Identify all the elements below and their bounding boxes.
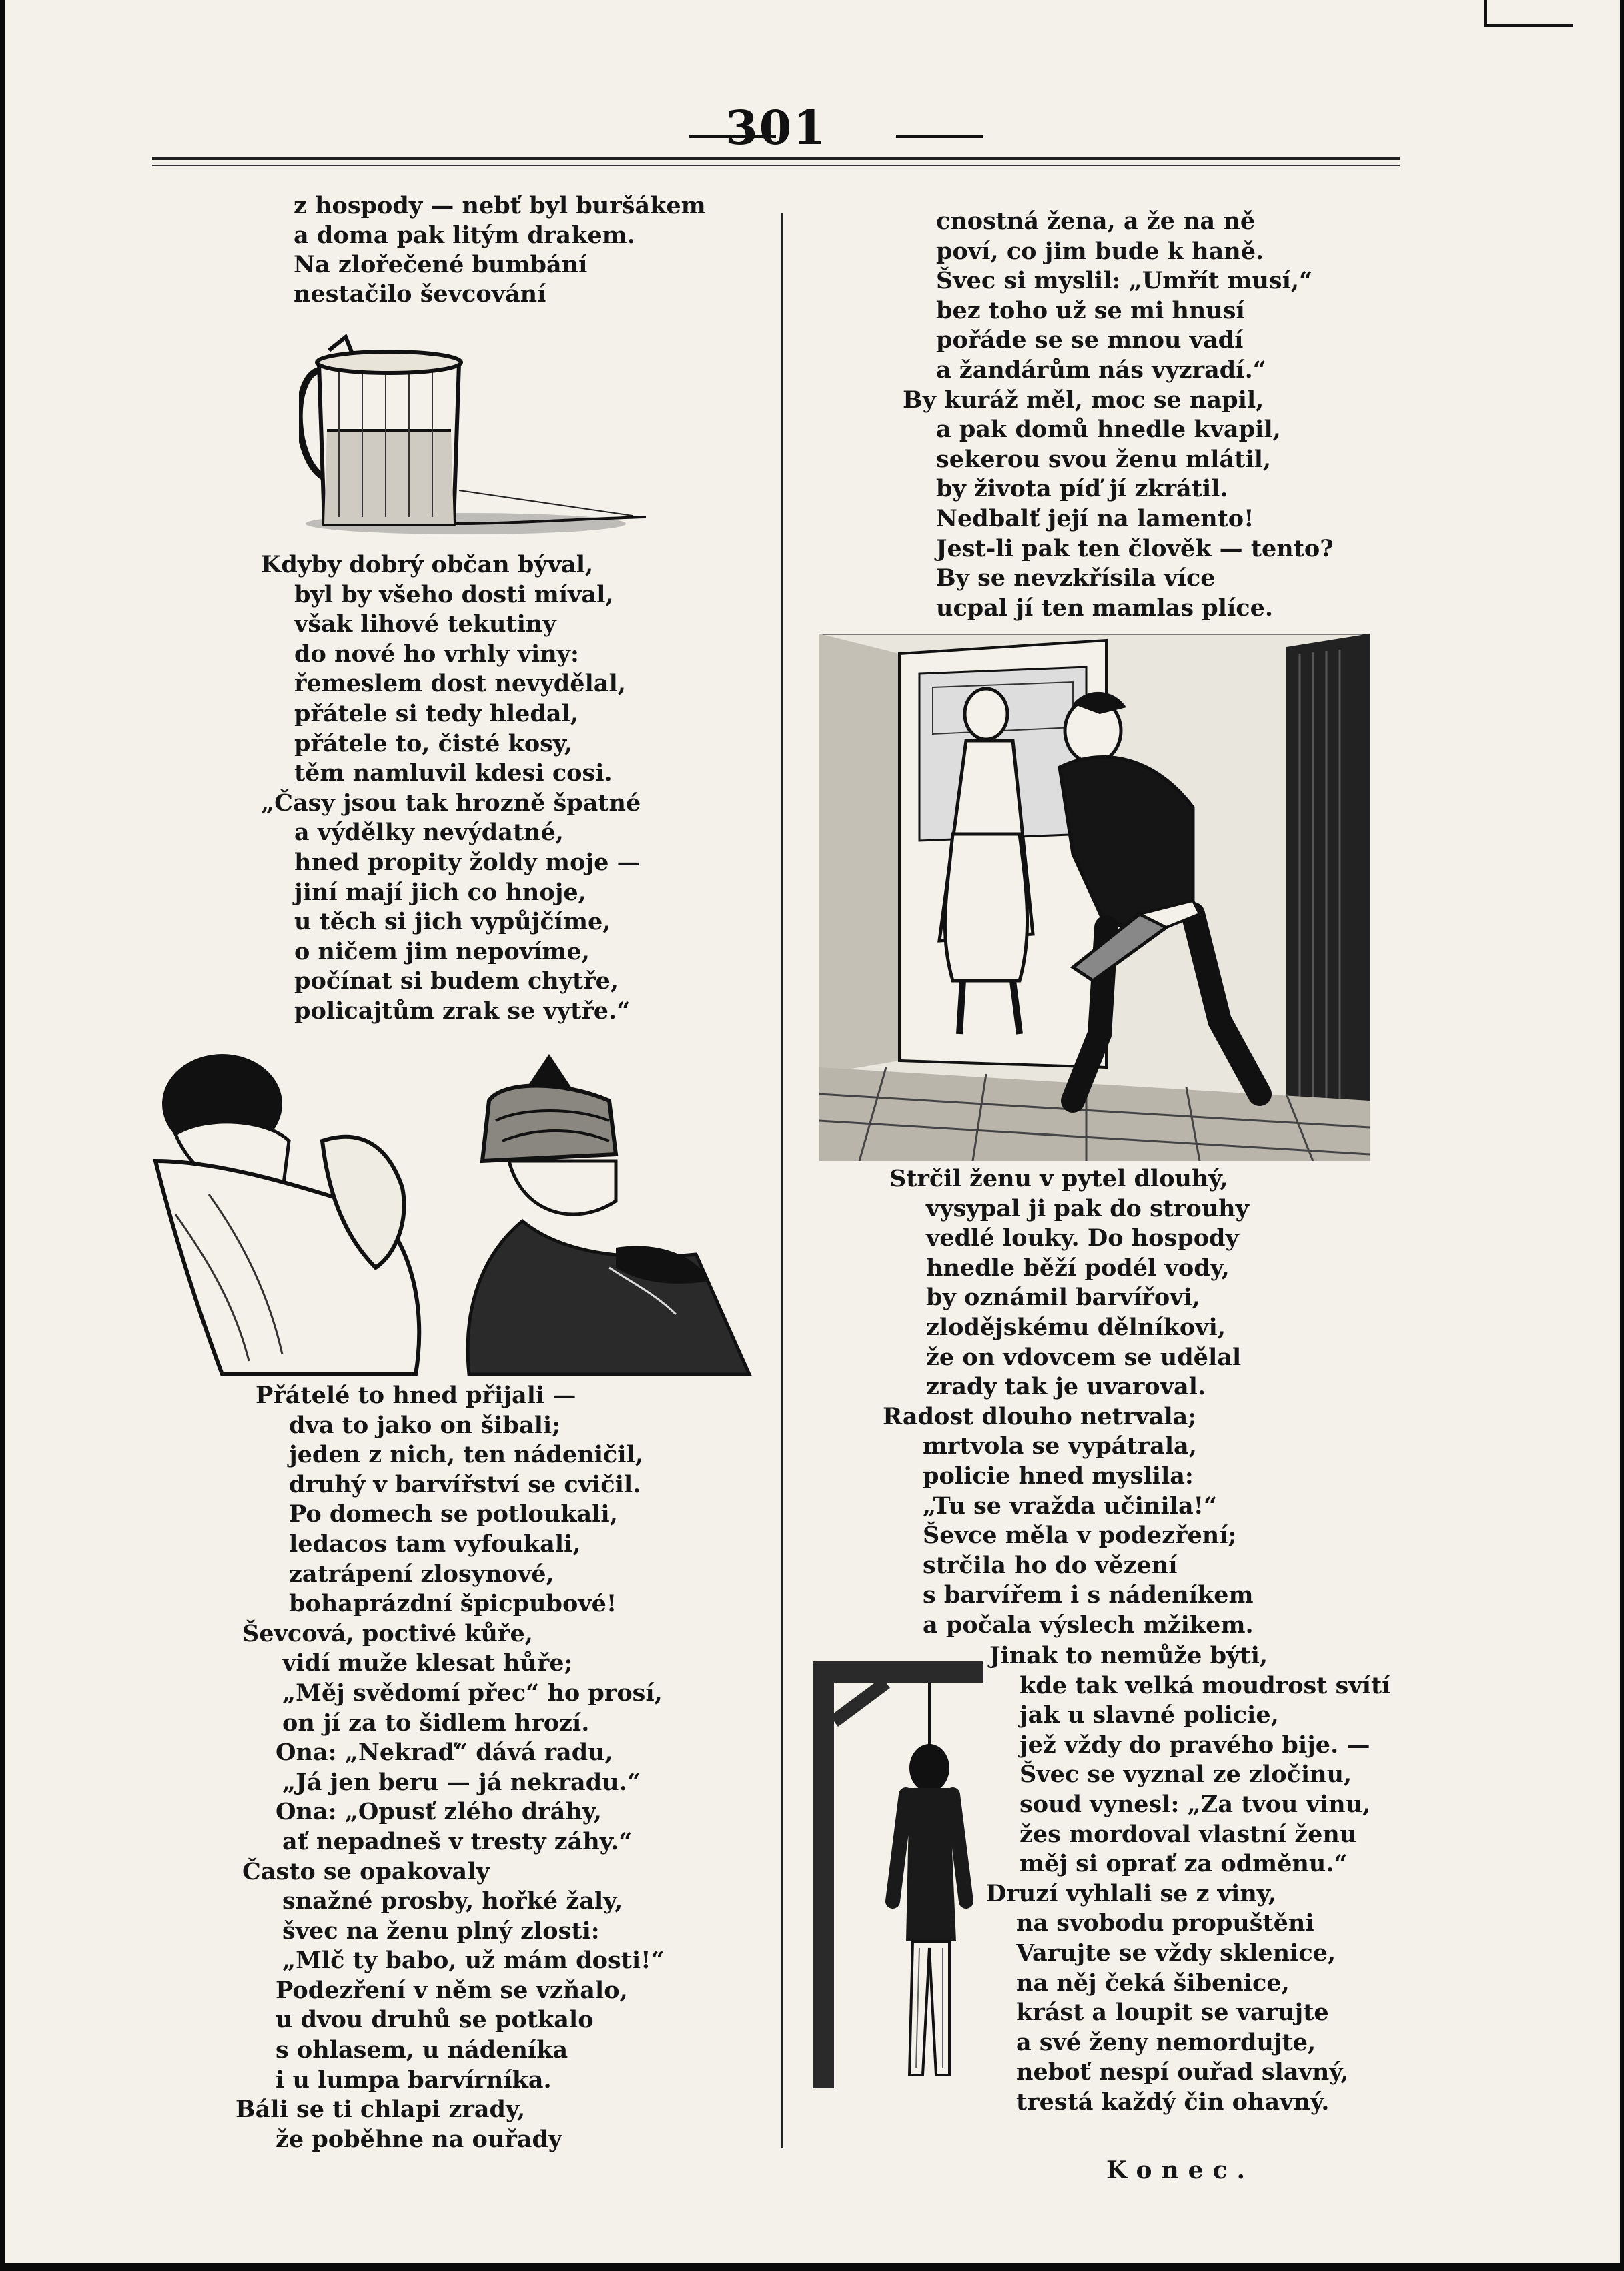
right-stanza-1 — [903, 207, 1334, 623]
verse-line: jež vždy do pravého bije. — — [1020, 1731, 1370, 1759]
gallows-illustration — [813, 1661, 993, 2088]
verse-line: neboť nespí ouřad slavný, — [1016, 2058, 1349, 2086]
verse-line: Ona: „Opusť zlého dráhy, — [276, 1798, 602, 1826]
verse-line: sekerou svou ženu mlátil, — [936, 445, 1272, 473]
verse-line: jiní mají jich co hnoje, — [294, 878, 586, 906]
verse-line: však lihové tekutiny — [294, 610, 556, 638]
verse-line: vidí muže klesat hůře; — [282, 1649, 573, 1677]
verse-line: a žandárům nás vyzradí.“ — [936, 356, 1266, 384]
verse-line: Švec si myslil: „Umřít musí,“ — [936, 267, 1313, 295]
verse-line: Ona: „Nekraď“ dává radu, — [276, 1739, 613, 1767]
ending-word: Konec. — [1106, 2156, 1255, 2184]
verse-line: zatrápení zlosynové, — [289, 1560, 554, 1588]
verse-line: vysypal ji pak do strouhy — [926, 1194, 1249, 1222]
gendarme-helmet-icon — [149, 1041, 753, 1388]
verse-line: kde tak velká moudrost svítí — [1020, 1671, 1391, 1699]
verse-line: měj si oprať za odměnu.“ — [1020, 1850, 1348, 1878]
verse-line: hnedle běží podél vody, — [926, 1254, 1230, 1282]
verse-line: „Mlč ty babo, už mám dosti!“ — [282, 1947, 665, 1975]
verse-line: on jí za to šidlem hrozí. — [282, 1709, 590, 1737]
verse-line: policajtům zrak se vytře.“ — [294, 997, 631, 1025]
verse-line: jeden z nich, ten nádeničil, — [289, 1441, 643, 1469]
verse-line: Báli se ti chlapi zrady, — [236, 2096, 526, 2124]
verse-line: By kuráž měl, moc se napil, — [903, 386, 1264, 414]
verse-line: přátele to, čisté kosy, — [294, 729, 573, 757]
verse-line: mrtvola se vypátrala, — [923, 1432, 1197, 1460]
verse-line: Radost dlouho netrvala; — [883, 1402, 1197, 1430]
verse-line: a své ženy nemordujte, — [1016, 2028, 1316, 2056]
left-stanza-3 — [236, 1381, 665, 2154]
verse-line: počínat si budem chytře, — [294, 967, 619, 995]
beer-mug-icon — [299, 324, 659, 537]
verse-line: Švec se vyznal ze zločinu, — [1020, 1761, 1352, 1789]
verse-line: Ševcová, poctivé kůře, — [242, 1619, 533, 1647]
verse-line: by oznámil barvířovi, — [926, 1284, 1200, 1312]
verse-line: na něj čeká šibenice, — [1016, 1969, 1290, 1997]
verse-line: policie hned myslila: — [923, 1462, 1194, 1490]
verse-line: z hospody — nebť byl buršákem — [294, 192, 706, 219]
verse-line: u těch si jich vypůjčíme, — [294, 908, 611, 936]
header-dash-right — [896, 135, 983, 138]
book-page — [5, 0, 1620, 2263]
verse-line: by života píď jí zkrátil. — [936, 475, 1228, 503]
verse-line: i u lumpa barvírníka. — [276, 2066, 552, 2094]
header-rule — [152, 157, 1400, 160]
verse-line: trestá každý čin ohavný. — [1016, 2088, 1330, 2116]
verse-line: Jinak to nemůže býti, — [989, 1642, 1268, 1669]
verse-line: švec na ženu plný zlosti: — [282, 1917, 600, 1945]
verse-line: Varujte se vždy sklenice, — [1016, 1939, 1336, 1967]
page-header — [152, 100, 1400, 173]
verse-line: a výdělky nevýdatné, — [294, 819, 564, 847]
murder-scene-illustration — [819, 634, 1370, 1161]
beer-mug-illustration — [299, 324, 659, 537]
verse-line: ucpal jí ten mamlas plíce. — [936, 594, 1274, 622]
verse-line: ať nepadneš v tresty záhy.“ — [282, 1827, 633, 1855]
left-stanza-2 — [261, 550, 641, 1027]
verse-line: Kdyby dobrý občan býval, — [261, 551, 594, 578]
verse-line: Ševce měla v podezření; — [923, 1522, 1237, 1550]
verse-line: s barvířem i s nádeníkem — [923, 1581, 1254, 1609]
verse-line: že poběhne na ouřady — [276, 2125, 562, 2153]
verse-line: Druzí vyhlali se z viny, — [986, 1879, 1276, 1907]
verse-line: hned propity žoldy moje — — [294, 848, 641, 876]
verse-line: pořáde se se mnou vadí — [936, 326, 1244, 354]
verse-line: ledacos tam vyfoukali, — [289, 1530, 581, 1558]
verse-line: u dvou druhů se potkalo — [276, 2006, 594, 2034]
verse-line: dva to jako on šibali; — [289, 1411, 561, 1439]
right-stanza-3 — [986, 1641, 1391, 2118]
left-stanza-1 — [294, 191, 706, 309]
verse-line: žes mordoval vlastní ženu — [1020, 1820, 1357, 1848]
verse-line: s ohlasem, u nádeníka — [276, 2036, 568, 2064]
verse-line: že on vdovcem se udělal — [926, 1343, 1242, 1371]
verse-line: cnostná žena, a že na ně — [936, 207, 1256, 235]
gendarme-illustration — [149, 1041, 753, 1388]
verse-line: „Tu se vražda učinila!“ — [923, 1492, 1218, 1520]
verse-line: Přátelé to hned přijali — — [256, 1382, 576, 1409]
verse-line: těm namluvil kdesi cosi. — [294, 759, 613, 787]
verse-line: bez toho už se mi hnusí — [936, 296, 1245, 324]
verse-line: jak u slavné policie, — [1020, 1701, 1279, 1729]
verse-line: By se nevzkřísila více — [936, 564, 1216, 592]
corner-tab — [1484, 0, 1573, 27]
verse-line: Strčil ženu v pytel dlouhý, — [889, 1165, 1228, 1192]
verse-line: na svobodu propuštěni — [1016, 1909, 1314, 1937]
verse-line: „Časy jsou tak hrozně špatné — [261, 789, 641, 817]
verse-line: poví, co jim bude k haně. — [936, 237, 1264, 265]
verse-line: strčila ho do vězení — [923, 1551, 1178, 1579]
verse-line: byl by všeho dosti míval, — [294, 580, 614, 608]
verse-line: bohaprázdní špicpubové! — [289, 1590, 617, 1618]
verse-line: Na zlořečené bumbání — [294, 251, 588, 278]
axe-man-icon — [819, 634, 1370, 1161]
verse-line: přátele si tedy hledal, — [294, 699, 579, 727]
verse-line: Jest-li pak ten člověk — tento? — [936, 534, 1334, 562]
verse-line: Podezření v něm se vzňalo, — [276, 1976, 628, 2004]
verse-line: zrady tak je uvaroval. — [926, 1373, 1206, 1401]
verse-line: krást a loupit se varujte — [1016, 1999, 1329, 2027]
verse-line: Po domech se potloukali, — [289, 1500, 618, 1528]
header-rule-thin — [152, 165, 1400, 166]
verse-line: „Já jen beru — já nekradu.“ — [282, 1768, 641, 1796]
verse-line: a doma pak litým drakem. — [294, 221, 635, 249]
verse-line: druhý v barvířství se cvičil. — [289, 1470, 641, 1498]
column-separator — [781, 213, 783, 2148]
verse-line: snažné prosby, hořké žaly, — [282, 1887, 623, 1915]
page-number: 301 — [725, 100, 827, 155]
right-stanza-2 — [883, 1164, 1254, 1641]
verse-line: zlodějskému dělníkovi, — [926, 1313, 1226, 1341]
verse-line: řemeslem dost nevydělal, — [294, 670, 626, 698]
verse-line: a pak domů hnedle kvapil, — [936, 416, 1281, 444]
verse-line: vedlé louky. Do hospody — [926, 1224, 1239, 1252]
verse-line: „Měj svědomí přec“ ho prosí, — [282, 1679, 663, 1707]
verse-line: Často se opakovaly — [242, 1857, 490, 1885]
verse-line: do nové ho vrhly viny: — [294, 640, 579, 668]
verse-line: a počala výslech mžikem. — [923, 1611, 1254, 1639]
verse-line: Nedbalť její na lamento! — [936, 504, 1254, 532]
verse-line: o ničem jim nepovíme, — [294, 937, 590, 965]
gallows-icon — [813, 1661, 993, 2088]
verse-line: nestačilo ševcování — [294, 280, 546, 308]
verse-line: soud vynesl: „Za tvou vinu, — [1020, 1790, 1371, 1818]
